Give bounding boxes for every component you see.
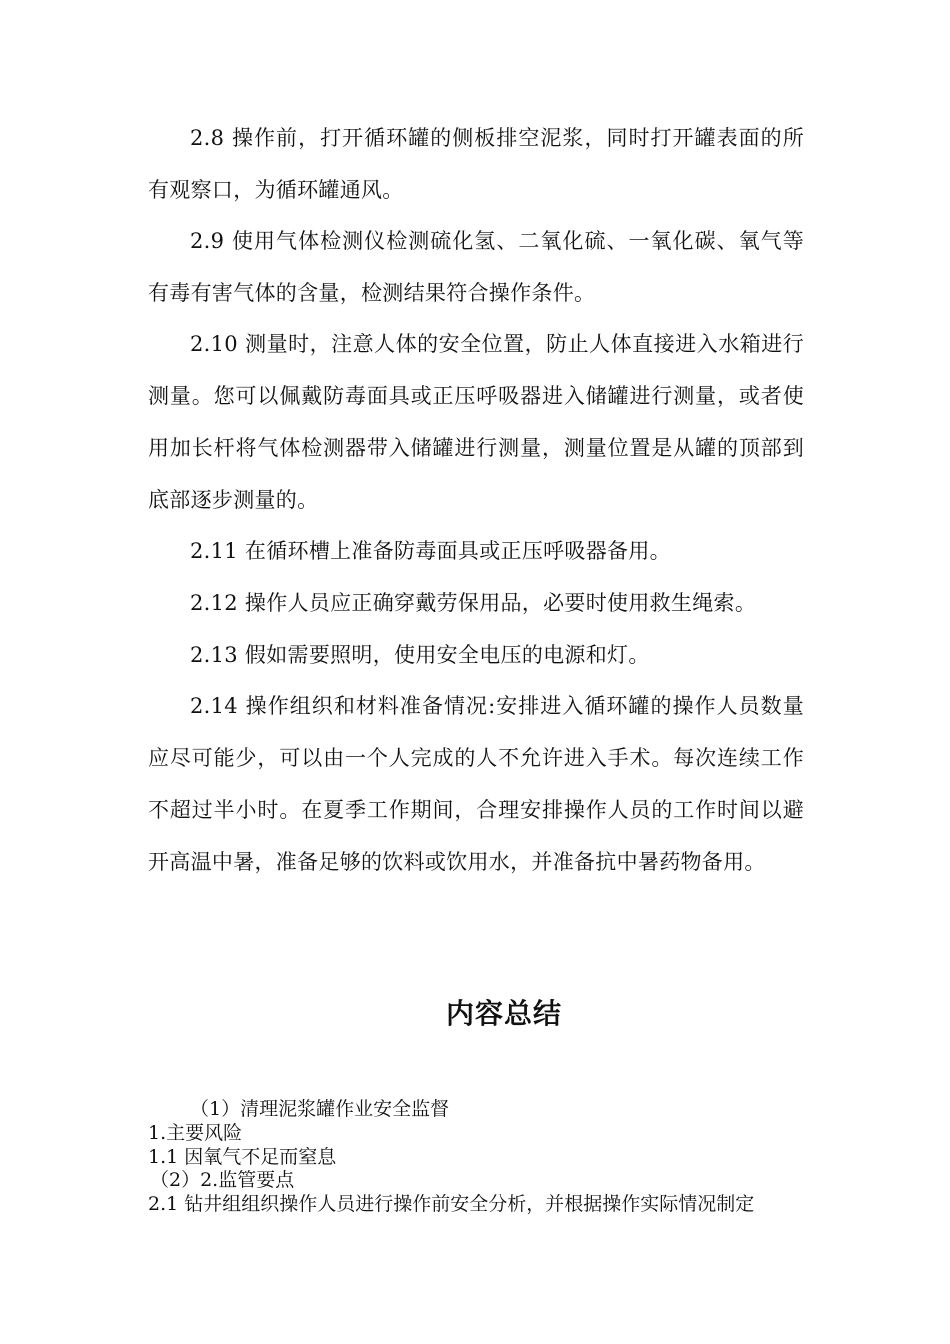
paragraph-2-9: 2.9 使用气体检测仪检测硫化氢、二氧化硫、一氧化碳、氧气等有毒有害气体的含量，检测结果符合操作条件。 <box>148 229 804 305</box>
paragraph-2-13: 2.13 假如需要照明，使用安全电压的电源和灯。 <box>190 643 650 667</box>
paragraph-2-11: 2.11 在循环槽上准备防毒面具或正压呼吸器备用。 <box>190 539 671 563</box>
paragraph-2-12: 2.12 操作人员应正确穿戴劳保用品，必要时使用救生绳索。 <box>190 591 757 615</box>
summary-line: 1.1 因氧气不足而窒息 <box>148 1146 337 1168</box>
summary-line: （1）清理泥浆罐作业安全监督 <box>190 1098 450 1120</box>
summary-line: 1.主要风险 <box>148 1122 243 1144</box>
paragraph-2-10: 2.10 测量时，注意人体的安全位置，防止人体直接进入水箱进行测量。您可以佩戴防毒面具或正压呼吸器进入储罐进行测量，或者使用加长杆将气体检测器带入储罐进行测量，测量位置是从罐的顶部到底部逐步测量的。 <box>148 332 804 512</box>
summary-line: 2.1 钻井组组织操作人员进行操作前安全分析，并根据操作实际情况制定 <box>148 1193 755 1215</box>
paragraph-2-14: 2.14 操作组织和材料准备情况:安排进入循环罐的操作人员数量应尽可能少，可以由一个人完成的人不允许进入手术。每次连续工作不超过半小时。在夏季工作期间，合理安排操作人员的工作时间以避开高温中暑，准备足够的饮料或饮用水，并准备抗中暑药物备用。 <box>148 694 804 874</box>
paragraph-2-8: 2.8 操作前，打开循环罐的侧板排空泥浆，同时打开罐表面的所有观察口，为循环罐通风。 <box>148 126 804 202</box>
summary-line: （2）2.监管要点 <box>150 1169 295 1191</box>
summary-heading: 内容总结 <box>445 997 562 1030</box>
